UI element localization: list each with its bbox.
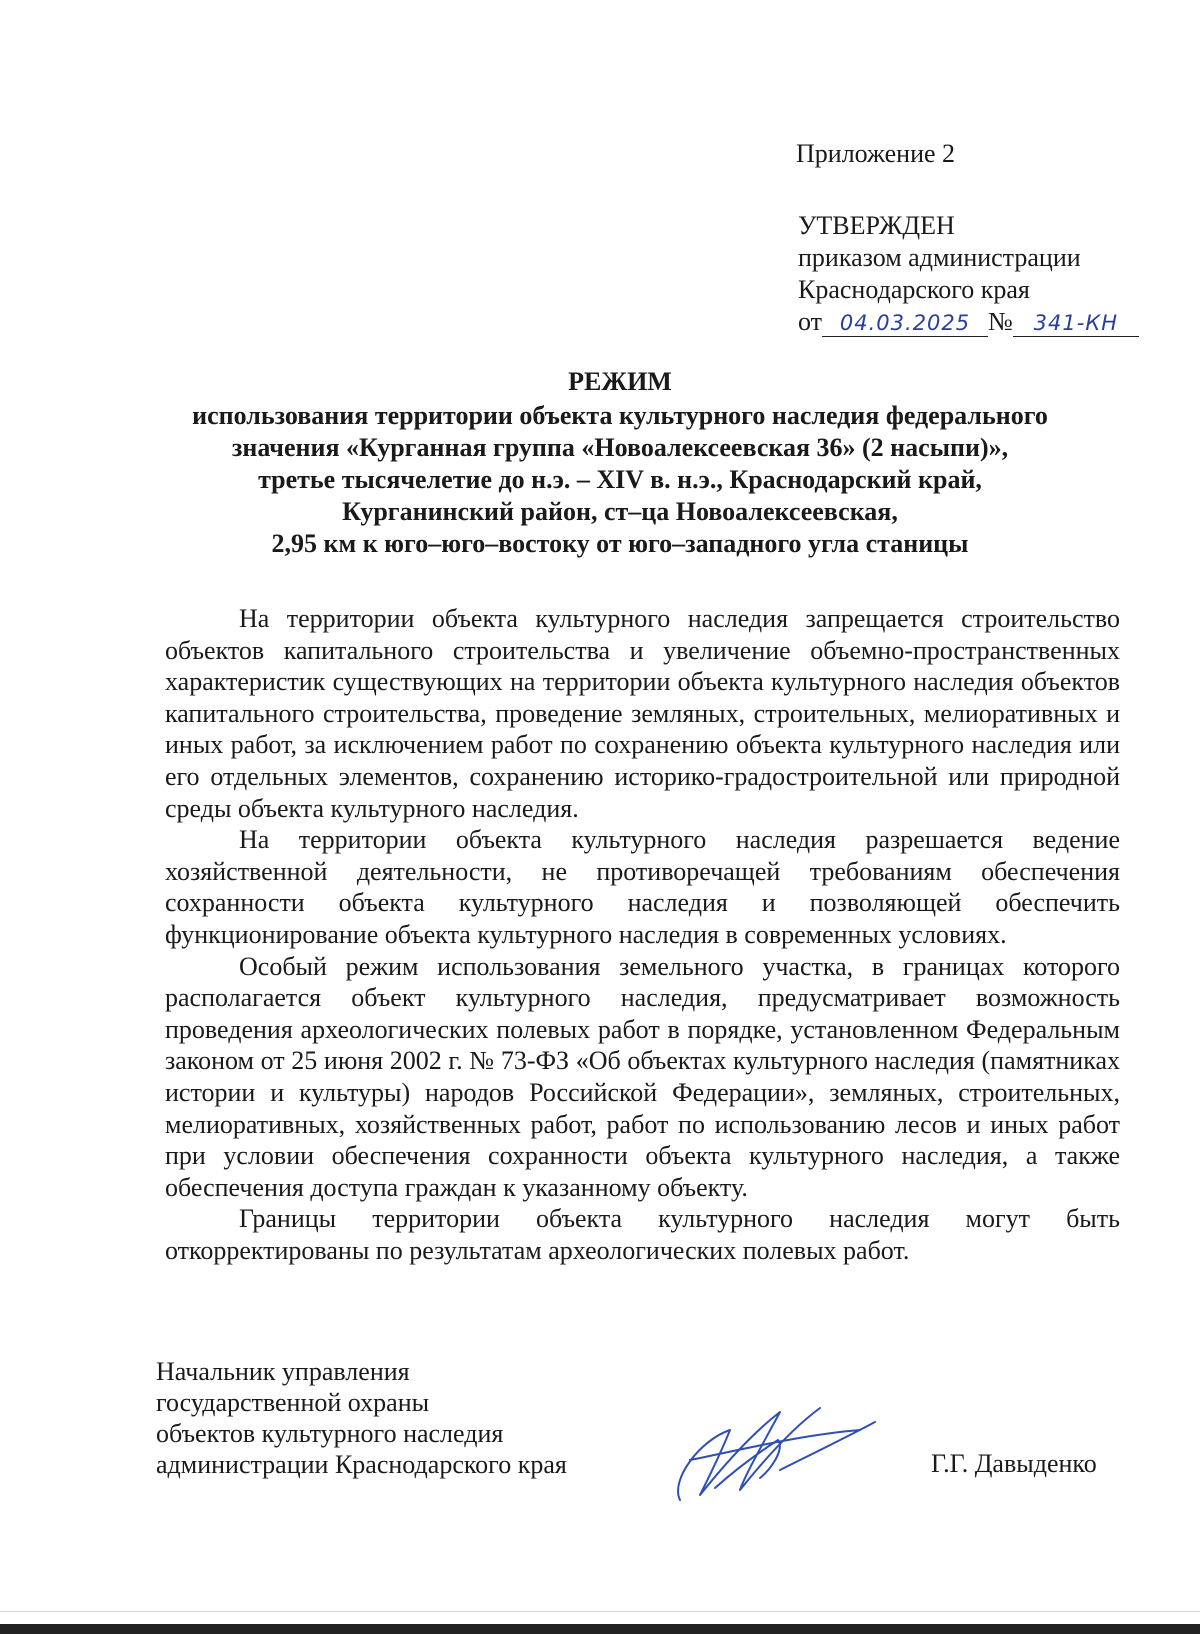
position-line-4: администрации Краснодарского края xyxy=(156,1450,567,1479)
number-prefix: № xyxy=(988,307,1013,336)
scan-artifact-line xyxy=(0,1611,1200,1612)
paragraph-prohibitions: На территории объекта культурного наследия запрещается строительство объектов капитального строительства и увеличение объемно-пространственных характеристик существующих на территории объекта культурного наследия объектов капитального строительства, проведение земляных, строительных, мелиоративных и иных работ, за исключением работ по сохранению объекта культурного наследия или его отдельных элементов, сохранению историко-градостроительной или природной среды объекта культурного наследия. xyxy=(165,604,1120,823)
paragraph-permitted-activity: На территории объекта культурного наследия разрешается ведение хозяйственной деятельности, не противоречащей требованиям обеспечения сохранности объекта культурного наследия и позволяющей обеспечить функционирование объекта культурного наследия в современных условиях. xyxy=(165,825,1120,949)
date-prefix: от xyxy=(798,307,823,336)
order-line-2: Краснодарского края xyxy=(798,275,1030,304)
title-line-3: третье тысячелетие до н.э. – XIV в. н.э., Краснодарский край, xyxy=(258,465,982,494)
approval-stamp xyxy=(798,138,1139,338)
position-line-2: государственной охраны xyxy=(156,1388,430,1417)
scan-bottom-edge xyxy=(0,1624,1200,1634)
document-title xyxy=(150,366,1090,560)
order-line-1: приказом администрации xyxy=(798,243,1081,272)
title-line-2: значения «Курганная группа «Новоалексеевская 36» (2 насыпи)», xyxy=(231,433,1009,462)
position-line-3: объектов культурного наследия xyxy=(156,1419,504,1448)
order-date-handwritten: 04.03.2025 xyxy=(822,310,988,337)
position-line-1: Начальник управления xyxy=(156,1357,410,1386)
document-body xyxy=(165,603,1120,1266)
approved-label: УТВЕРЖДЕН xyxy=(798,211,955,240)
title-line-5: 2,95 км к юго–юго–востоку от юго–западного угла станицы xyxy=(271,529,969,558)
title-line-1: использования территории объекта культурного наследия федерального xyxy=(192,401,1048,430)
title-line-4: Курганинский район, ст–ца Новоалексеевская, xyxy=(342,497,898,526)
appendix-label: Приложение 2 xyxy=(796,139,956,168)
paragraph-special-regime: Особый режим использования земельного участка, в границах которого располагается объект культурного наследия, предусматривает возможность проведения археологических полевых работ в порядке, установленном Федеральным законом от 25 июня 2002 г. № 73-ФЗ «Об объектах культурного наследия (памятниках истории и культуры) народов Российской Федерации», земляных, строительных, мелиоративных, хозяйственных работ, работ по использованию лесов и иных работ при условии обеспечения сохранности объекта культурного наследия, а также обеспечения доступа граждан к указанному объекту. xyxy=(165,951,1120,1202)
order-date-line xyxy=(798,306,1139,338)
paragraph-boundaries: Границы территории объекта культурного наследия могут быть откорректированы по результатам археологических полевых работ. xyxy=(165,1204,1120,1265)
signatory-position xyxy=(156,1356,567,1480)
signatory-name: Г.Г. Давыденко xyxy=(931,1449,1097,1478)
handwritten-signature xyxy=(660,1400,890,1510)
title-heading: РЕЖИМ xyxy=(568,367,672,396)
order-number-handwritten: 341-КН xyxy=(1013,310,1139,337)
